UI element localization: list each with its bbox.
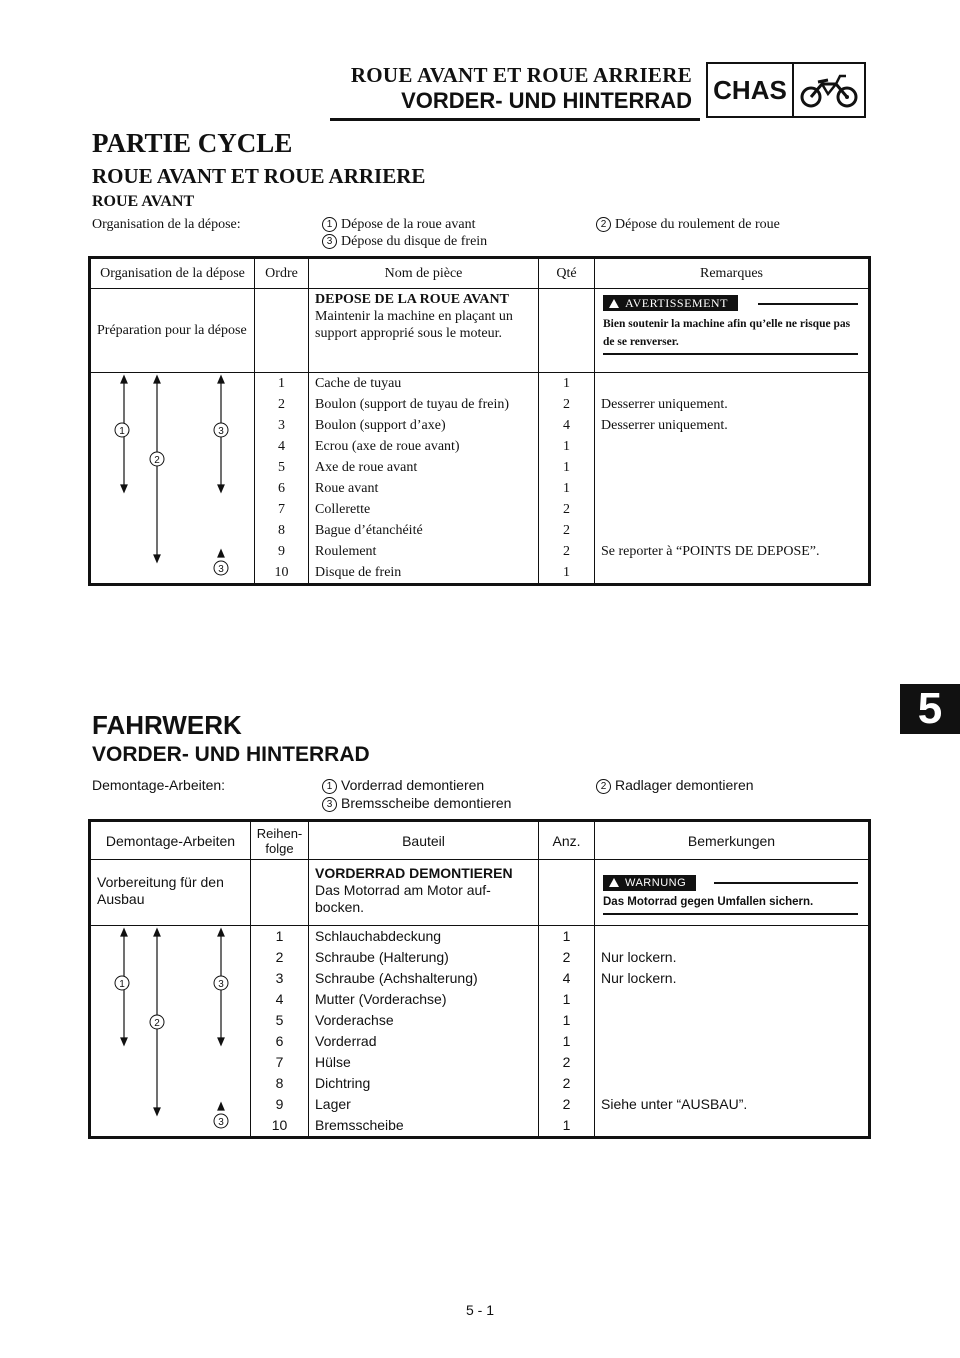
prep-description (309, 860, 539, 926)
part-cell: Vorderachse (315, 1012, 394, 1028)
prep-label: Vorbereitung für den Ausbau (91, 860, 251, 926)
col-header: Demontage-Arbeiten (91, 822, 251, 860)
part-cell: Roulement (315, 544, 377, 559)
part-cell: Roue avant (315, 481, 379, 496)
prep-text: Maintenir la machine en plaçant un support approprié sous le moteur. (315, 309, 513, 341)
step-number: 1 (322, 217, 337, 232)
part-cell: Mutter (Vorderachse) (315, 991, 447, 1007)
qty-column (539, 926, 595, 1137)
qty-cell: 2 (563, 523, 570, 538)
remark-cell (601, 1052, 868, 1073)
qty-cell: 1 (562, 991, 571, 1007)
page-number: 5 - 1 (465, 1302, 494, 1318)
warning-text: Bien soutenir la machine afin qu’elle ne risque pas de se renverser. (603, 317, 851, 348)
svg-text:2: 2 (154, 1018, 160, 1029)
step-brackets (91, 926, 251, 1137)
svg-text:3: 3 (218, 564, 224, 575)
col-header: Anz. (539, 822, 595, 860)
warning-tag (603, 295, 738, 311)
warning-rule (758, 303, 858, 305)
part-cell: Schraube (Achshalterung) (315, 970, 478, 986)
part-cell: Bague d’étanchéité (315, 523, 423, 538)
svg-text:2: 2 (154, 455, 160, 466)
part-cell: Hülse (315, 1054, 351, 1070)
section-title-de: FAHRWERK (92, 710, 242, 740)
order-cell: 4 (275, 991, 284, 1007)
motorcycle-icon (794, 64, 864, 116)
part-cell: Boulon (support d’axe) (315, 418, 446, 433)
part-cell: Cache de tuyau (315, 376, 402, 391)
qty-cell: 1 (562, 928, 571, 944)
part-column (309, 373, 539, 584)
qty-cell: 1 (563, 565, 570, 580)
warning-icon (609, 299, 619, 308)
qty-cell: 2 (562, 949, 571, 965)
order-column (255, 373, 309, 584)
col-header: Bemerkungen (595, 822, 869, 860)
step-text: Dépose du roulement de roue (615, 217, 780, 232)
remark-cell (601, 1010, 868, 1031)
warning-rule (603, 913, 858, 915)
qty-cell: 2 (563, 544, 570, 559)
remark-cell (601, 1115, 868, 1136)
remark-cell (601, 436, 868, 457)
part-cell: Schlauchabdeckung (315, 928, 442, 944)
chapter-badge (706, 62, 866, 118)
org-label-de: Demontage-Arbeiten: (92, 777, 226, 793)
qty-cell: 4 (563, 418, 570, 433)
col-header-line: Reihen- (256, 825, 303, 841)
remark-cell (601, 478, 868, 499)
header-title-de: VORDER- UND HINTERRAD (401, 88, 692, 113)
part-cell: Lager (315, 1096, 351, 1112)
step-1-de (322, 777, 484, 794)
col-header: Qté (539, 259, 595, 289)
col-header: Remarques (595, 259, 869, 289)
qty-cell: 1 (563, 376, 570, 391)
qty-column (539, 373, 595, 584)
qty-cell: 1 (562, 1033, 571, 1049)
remark-cell: Desserrer uniquement. (601, 418, 728, 433)
part-cell: Dichtring (315, 1075, 371, 1091)
prep-row (91, 289, 869, 373)
step-brackets (91, 373, 255, 584)
remark-column (595, 373, 869, 584)
section-title-fr: PARTIE CYCLE (92, 128, 293, 158)
remark-cell (601, 1031, 868, 1052)
remark-cell: Nur lockern. (601, 949, 677, 965)
order-cell: 3 (278, 418, 285, 433)
qty-cell: 2 (563, 397, 570, 412)
warning-text: Das Motorrad gegen Umfallen sichern. (603, 895, 814, 908)
remark-cell (601, 457, 868, 478)
svg-text:1: 1 (119, 979, 125, 990)
prep-title: VORDERRAD DEMONTIEREN (315, 865, 513, 881)
subsection-title-fr: ROUE AVANT (92, 193, 195, 210)
qty-cell: 2 (562, 1075, 571, 1091)
qty-cell: 1 (563, 481, 570, 496)
qty-cell: 4 (562, 970, 571, 986)
step-text: Vorderrad demontieren (341, 777, 485, 793)
order-cell: 10 (274, 565, 289, 580)
qty-cell: 1 (562, 1012, 571, 1028)
order-cell: 1 (275, 928, 284, 944)
qty-cell: 2 (563, 502, 570, 517)
part-cell: Boulon (support de tuyau de frein) (315, 397, 510, 412)
col-header: Bauteil (309, 822, 539, 860)
order-cell: 9 (275, 1096, 284, 1112)
warning-cell (595, 289, 869, 373)
part-cell: Schraube (Halterung) (315, 949, 449, 965)
qty-cell: 2 (562, 1054, 571, 1070)
table-header-row (91, 822, 869, 860)
order-cell: 7 (275, 1054, 284, 1070)
step-text: Radlager demontieren (615, 777, 754, 793)
part-cell: Ecrou (axe de roue avant) (315, 439, 460, 454)
chapter-tab: 5 (900, 684, 960, 734)
warning-box (595, 860, 868, 915)
step-text: Dépose du disque de frein (341, 234, 488, 249)
remark-column (595, 926, 869, 1137)
parts-list-row (91, 373, 869, 584)
order-cell: 6 (278, 481, 285, 496)
part-cell: Disque de frein (315, 565, 402, 580)
warning-tag (603, 875, 696, 891)
col-header: Nom de pièce (309, 259, 539, 289)
col-header: Organisation de la dépose (91, 259, 255, 289)
removal-table-fr (90, 258, 869, 584)
order-cell: 9 (278, 544, 285, 559)
svg-text:3: 3 (218, 979, 224, 990)
remark-cell (601, 1073, 868, 1094)
remark-cell: Desserrer uniquement. (601, 397, 728, 412)
svg-text:3: 3 (218, 1117, 224, 1128)
header-rule (330, 118, 700, 121)
warning-cell (595, 860, 869, 926)
prep-text: Das Motorrad am Motor auf-bocken. (315, 882, 491, 915)
step-2-fr (596, 217, 780, 233)
order-cell: 1 (278, 376, 285, 391)
warning-box (595, 289, 868, 355)
qty-cell: 1 (563, 460, 570, 475)
qty-cell: 1 (562, 1117, 571, 1133)
parts-list-row (91, 926, 869, 1137)
chapter-title-fr: ROUE AVANT ET ROUE ARRIERE (92, 164, 426, 188)
remark-cell: Se reporter à “POINTS DE DEPOSE”. (601, 544, 820, 559)
order-cell: 5 (275, 1012, 284, 1028)
prep-label: Préparation pour la dépose (91, 289, 255, 373)
step-3-de (322, 795, 511, 812)
svg-text:1: 1 (119, 426, 125, 437)
step-text: Bremsscheibe demontieren (341, 795, 512, 811)
chapter-badge-label: CHAS (708, 64, 794, 116)
remark-cell (601, 373, 868, 394)
part-cell: Collerette (315, 502, 371, 517)
remark-cell: Nur lockern. (601, 970, 677, 986)
step-1-fr (322, 217, 476, 233)
part-cell: Axe de roue avant (315, 460, 418, 475)
warning-rule (714, 882, 858, 884)
warning-tag-label: WARNUNG (625, 876, 687, 889)
chapter-title-de: VORDER- UND HINTERRAD (92, 743, 370, 766)
col-header-line: folge (265, 840, 294, 856)
order-cell: 2 (275, 949, 284, 965)
qty-cell: 1 (563, 439, 570, 454)
removal-table-de (90, 821, 869, 1137)
col-header (251, 822, 309, 860)
order-column (251, 926, 309, 1137)
order-cell: 10 (271, 1117, 288, 1133)
order-cell: 2 (278, 397, 285, 412)
order-cell: 5 (278, 460, 285, 475)
order-cell: 3 (275, 970, 284, 986)
svg-text:3: 3 (218, 426, 224, 437)
step-number: 3 (322, 234, 337, 249)
part-column (309, 926, 539, 1137)
order-cell: 6 (275, 1033, 284, 1049)
remark-cell (601, 520, 868, 541)
table-header-row (91, 259, 869, 289)
order-cell: 8 (278, 523, 285, 538)
step-number: 3 (322, 797, 337, 812)
col-header: Ordre (255, 259, 309, 289)
order-cell: 4 (278, 439, 285, 454)
order-cell: 7 (278, 502, 285, 517)
remark-cell (601, 562, 868, 583)
qty-cell: 2 (562, 1096, 571, 1112)
remark-cell (601, 989, 868, 1010)
step-2-de (596, 777, 754, 794)
step-number: 1 (322, 779, 337, 794)
part-cell: Vorderrad (315, 1033, 377, 1049)
remark-cell: Siehe unter “AUSBAU”. (601, 1096, 748, 1112)
step-text: Dépose de la roue avant (341, 217, 476, 232)
order-cell: 8 (275, 1075, 284, 1091)
header-title-fr: ROUE AVANT ET ROUE ARRIERE (350, 63, 692, 87)
warning-rule (603, 353, 858, 355)
remark-cell (601, 926, 868, 947)
step-number: 2 (596, 779, 611, 794)
step-number: 2 (596, 217, 611, 232)
part-cell: Bremsscheibe (315, 1117, 404, 1133)
org-label-fr: Organisation de la dépose: (92, 217, 241, 232)
warning-icon (609, 878, 619, 887)
warning-tag-label: AVERTISSEMENT (625, 295, 728, 310)
prep-description (309, 289, 539, 373)
step-3-fr (322, 234, 487, 250)
prep-row (91, 860, 869, 926)
remark-cell (601, 499, 868, 520)
prep-title: DEPOSE DE LA ROUE AVANT (315, 292, 509, 307)
